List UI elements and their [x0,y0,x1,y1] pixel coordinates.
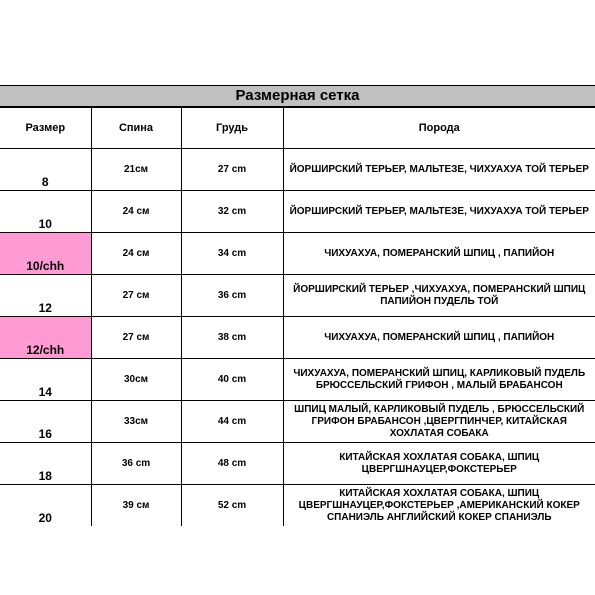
breed-cell: ЧИХУАХУА, ПОМЕРАНСКИЙ ШПИЦ, КАРЛИКОВЫЙ ПУДЕЛЬ БРЮССЕЛЬСКИЙ ГРИФОН , МАЛЫЙ БРАБАНСОН [283,359,595,401]
chest-cell: 34 cm [181,233,283,275]
back-cell: 24 см [91,233,181,275]
size-cell: 20 [0,485,91,527]
chest-cell: 48 cm [181,443,283,485]
back-cell: 24 см [91,191,181,233]
back-cell: 33cм [91,401,181,443]
table-row [0,191,595,233]
table-row [0,149,595,191]
size-cell: 12 [0,275,91,317]
header-row [0,108,595,149]
breed-cell: КИТАЙСКАЯ ХОХЛАТАЯ СОБАКА, ШПИЦ ЦВЕРГШНАУЦЕР,ФОКСТЕРЬЕР ,АМЕРИКАНСКИЙ КОКЕР СПАНИЭЛЬ АНГЛИЙСКИЙ КОКЕР СПАНИЭЛЬ [283,485,595,527]
table-row [0,275,595,317]
header-chest: Грудь [181,108,283,149]
chest-cell: 38 cm [181,317,283,359]
size-table [0,107,595,526]
chest-cell: 44 cm [181,401,283,443]
breed-cell: ЙОРШИРСКИЙ ТЕРЬЕР, МАЛЬТЕЗЕ, ЧИХУАХУА ТОЙ ТЕРЬЕР [283,191,595,233]
table-row [0,317,595,359]
back-cell: 39 cм [91,485,181,527]
size-cell: 10/chh [0,233,91,275]
size-cell: 16 [0,401,91,443]
size-cell: 12/chh [0,317,91,359]
chart-title: Размерная сетка [0,85,595,107]
chest-cell: 40 cm [181,359,283,401]
breed-cell: ЧИХУАХУА, ПОМЕРАНСКИЙ ШПИЦ , ПАПИЙОН [283,233,595,275]
table-row [0,485,595,527]
chest-cell: 52 cm [181,485,283,527]
chest-cell: 36 cm [181,275,283,317]
header-back: Спина [91,108,181,149]
size-cell: 18 [0,443,91,485]
back-cell: 36 cm [91,443,181,485]
breed-cell: ЧИХУАХУА, ПОМЕРАНСКИЙ ШПИЦ , ПАПИЙОН [283,317,595,359]
header-size: Размер [0,108,91,149]
size-cell: 14 [0,359,91,401]
chest-cell: 27 cm [181,149,283,191]
breed-cell: КИТАЙСКАЯ ХОХЛАТАЯ СОБАКА, ШПИЦ ЦВЕРГШНАУЦЕР,ФОКСТЕРЬЕР [283,443,595,485]
size-cell: 10 [0,191,91,233]
size-chart [0,85,595,526]
breed-cell: ЙОРШИРСКИЙ ТЕРЬЕР ,ЧИХУАХУА, ПОМЕРАНСКИЙ ШПИЦ ПАПИЙОН ПУДЕЛЬ ТОЙ [283,275,595,317]
breed-cell: ЙОРШИРСКИЙ ТЕРЬЕР, МАЛЬТЕЗЕ, ЧИХУАХУА ТОЙ ТЕРЬЕР [283,149,595,191]
size-cell: 8 [0,149,91,191]
chest-cell: 32 cm [181,191,283,233]
back-cell: 30cм [91,359,181,401]
table-row [0,443,595,485]
breed-cell: ШПИЦ МАЛЫЙ, КАРЛИКОВЫЙ ПУДЕЛЬ , БРЮССЕЛЬСКИЙ ГРИФОН БРАБАНСОН ,ЦВЕРГПИНЧЕР, КИТАЙСКАЯ ХОХЛАТАЯ СОБАКА [283,401,595,443]
back-cell: 21см [91,149,181,191]
table-row [0,233,595,275]
header-breed: Порода [283,108,595,149]
table-row [0,359,595,401]
back-cell: 27 см [91,275,181,317]
table-row [0,401,595,443]
back-cell: 27 см [91,317,181,359]
